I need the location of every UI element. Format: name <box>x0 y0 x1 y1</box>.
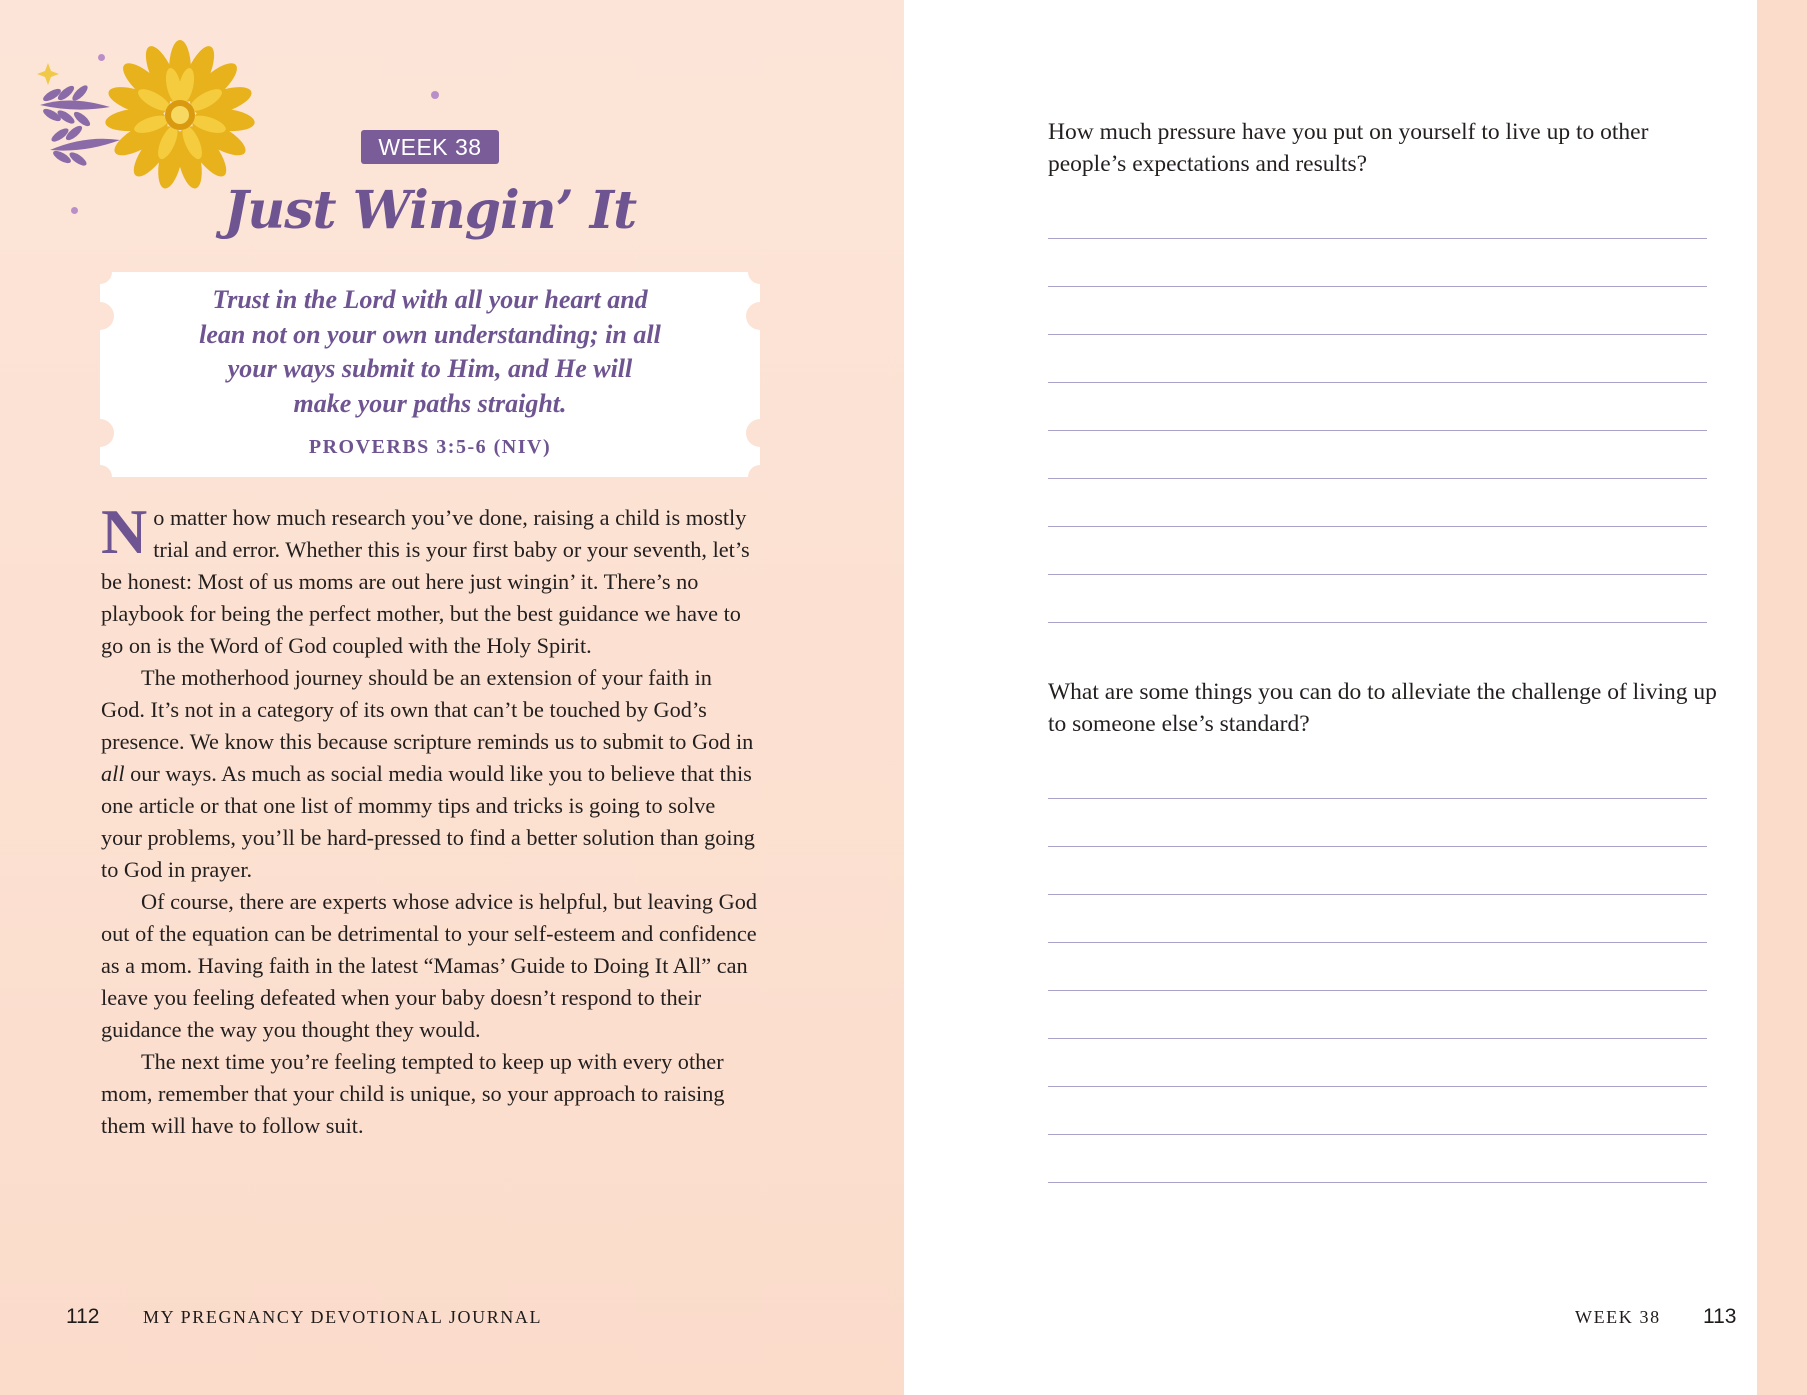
page-number-left: 112 <box>66 1305 100 1328</box>
writing-line[interactable] <box>1048 286 1707 287</box>
decor-dot <box>71 207 78 214</box>
daisy-icon <box>104 40 255 191</box>
journal-question-1: How much pressure have you put on yourself to live up to other people’s expectations and results? <box>1048 119 1649 177</box>
body-paragraph <box>101 662 761 886</box>
verse-quote <box>120 283 740 421</box>
verse-line: Trust in the Lord with all your heart and <box>212 285 648 314</box>
sparkle-icon <box>37 63 59 85</box>
body-paragraph-text: o matter how much research you’ve done, raising a child is mostly trial and error. Whether this is your first baby or your seventh, let’s be honest: Most of us moms are out here just wingin’ it. There’s no playbook for being the perfect mother, but the best guidance we have to go on is the Word of God coupled with the Holy Spirit. <box>101 505 750 658</box>
writing-line[interactable] <box>1048 526 1707 527</box>
verse-reference: PROVERBS 3:5-6 (NIV) <box>308 436 552 458</box>
emphasis-text: all <box>101 761 125 786</box>
verse-line: lean not on your own understanding; in all <box>199 319 661 349</box>
body-paragraph: Of course, there are experts whose advice is helpful, but leaving God out of the equation can be detrimental to your self-esteem and confidence as a mom. Having faith in the latest “Mamas’ Guide to Doing It All” can leave you feeling defeated when your baby doesn’t respond to their guidance the way you thought they would. <box>101 889 758 1042</box>
writing-line[interactable] <box>1048 894 1707 895</box>
writing-line[interactable] <box>1048 1038 1707 1039</box>
verse-line: your ways submit to Him, and He will <box>227 354 633 383</box>
writing-line[interactable] <box>1048 574 1707 575</box>
writing-line[interactable] <box>1048 846 1707 847</box>
body-paragraph-text: our ways. As much as social media would like you to believe that this one article or that one list of mommy tips and tricks is going to solve your problems, you’ll be hard-pressed to find a better solution than going to God in prayer. <box>101 761 755 882</box>
page-number-right: 113 <box>1703 1305 1737 1328</box>
running-title: MY PREGNANCY DEVOTIONAL JOURNAL <box>143 1307 543 1327</box>
verse-line: make your paths straight. <box>293 388 567 418</box>
devotional-body <box>101 496 761 1142</box>
writing-line[interactable] <box>1048 334 1707 335</box>
writing-line[interactable] <box>1048 622 1707 623</box>
running-week: WEEK 38 <box>1575 1307 1661 1327</box>
week-badge: WEEK 38 <box>361 130 499 164</box>
writing-line[interactable] <box>1048 238 1707 239</box>
writing-line[interactable] <box>1048 430 1707 431</box>
page-edge <box>1757 0 1807 1395</box>
writing-line[interactable] <box>1048 942 1707 943</box>
writing-line[interactable] <box>1048 798 1707 799</box>
writing-line[interactable] <box>1048 1134 1707 1135</box>
writing-line[interactable] <box>1048 382 1707 383</box>
body-paragraph: The next time you’re feeling tempted to keep up with every other mom, remember that your child is unique, so your approach to raising them will have to follow suit. <box>101 1049 725 1138</box>
drop-cap: N <box>101 496 148 567</box>
writing-line[interactable] <box>1048 1182 1707 1183</box>
body-paragraph <box>101 496 761 662</box>
decor-dot <box>98 54 105 61</box>
writing-line[interactable] <box>1048 478 1707 479</box>
writing-line[interactable] <box>1048 990 1707 991</box>
journal-question-2: What are some things you can do to alleviate the challenge of living up to someone else’s standard? <box>1048 679 1717 737</box>
body-paragraph-text: The motherhood journey should be an extension of your faith in God. It’s not in a category of its own that can’t be touched by God’s presence. We know this because scripture reminds us to submit to God in <box>101 665 754 754</box>
page-title: Just Wingin’ It <box>223 180 637 241</box>
decor-dot <box>431 91 439 99</box>
writing-line[interactable] <box>1048 1086 1707 1087</box>
